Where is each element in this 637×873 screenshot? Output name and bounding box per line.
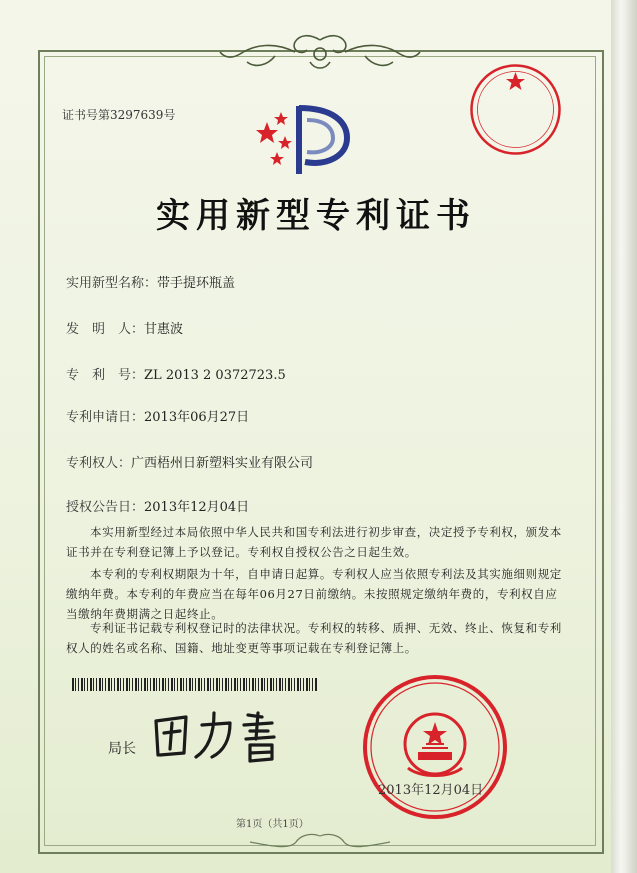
bottom-ornament-icon	[230, 832, 410, 852]
seal-date: 2013年12月04日	[378, 783, 484, 798]
patent-number-label: 专 利 号：	[66, 368, 145, 383]
top-ornament-icon	[215, 32, 425, 74]
paragraph-term: 本专利的专利权期限为十年，自申请日起算。专利权人应当依照专利法及其实施细则规定缴纳年费。本专利的年费应当在每年06月27日前缴纳。未按照规定缴纳年费的，专利权自应当缴纳年费期满之日起终止。	[66, 567, 562, 621]
director-signature-icon	[150, 705, 290, 765]
certificate-number: 证书号第3297639号	[62, 108, 176, 122]
paragraph-legal-status: 专利证书记载专利权登记时的法律状况。专利权的转移、质押、无效、终止、恢复和专利权人的姓名或名称、国籍、地址变更等事项记载在专利登记簿上。	[66, 621, 562, 655]
grant-date-label: 授权公告日：	[66, 500, 145, 515]
paragraph-grant: 本实用新型经过本局依照中华人民共和国专利法进行初步审查，决定授予专利权，颁发本证书并在专利登记簿上予以登记。专利权自授权公告之日起生效。	[66, 525, 562, 559]
grant-date-row	[66, 496, 249, 515]
inventor-row	[66, 318, 183, 337]
utility-model-name-label: 实用新型名称：	[66, 276, 158, 291]
patentee-row	[66, 452, 313, 471]
application-date-row	[66, 406, 249, 425]
director-label: 局长	[108, 741, 136, 757]
state-ip-office-seal-icon	[360, 672, 510, 822]
page-title: 实用新型专利证书	[156, 196, 476, 236]
utility-model-name-row	[66, 272, 235, 291]
inventor-label: 发 明 人：	[66, 322, 145, 337]
application-date-value: 2013年06月27日	[144, 410, 250, 425]
grant-date-value: 2013年12月04日	[144, 500, 250, 515]
patent-number-row	[66, 364, 286, 383]
patent-number-value: ZL 2013 2 0372723.5	[144, 368, 286, 383]
patentee-value: 广西梧州日新塑料实业有限公司	[131, 456, 314, 471]
binding-edge	[611, 0, 637, 873]
patent-office-emblem-icon	[255, 100, 355, 180]
barcode	[72, 678, 317, 691]
small-seal-icon	[468, 62, 563, 157]
inventor-value: 甘惠波	[144, 322, 184, 337]
page-footer: 第1页（共1页）	[236, 819, 309, 830]
application-date-label: 专利申请日：	[66, 410, 145, 425]
patentee-label: 专利权人：	[66, 456, 132, 471]
utility-model-name-value: 带手提环瓶盖	[157, 276, 236, 291]
